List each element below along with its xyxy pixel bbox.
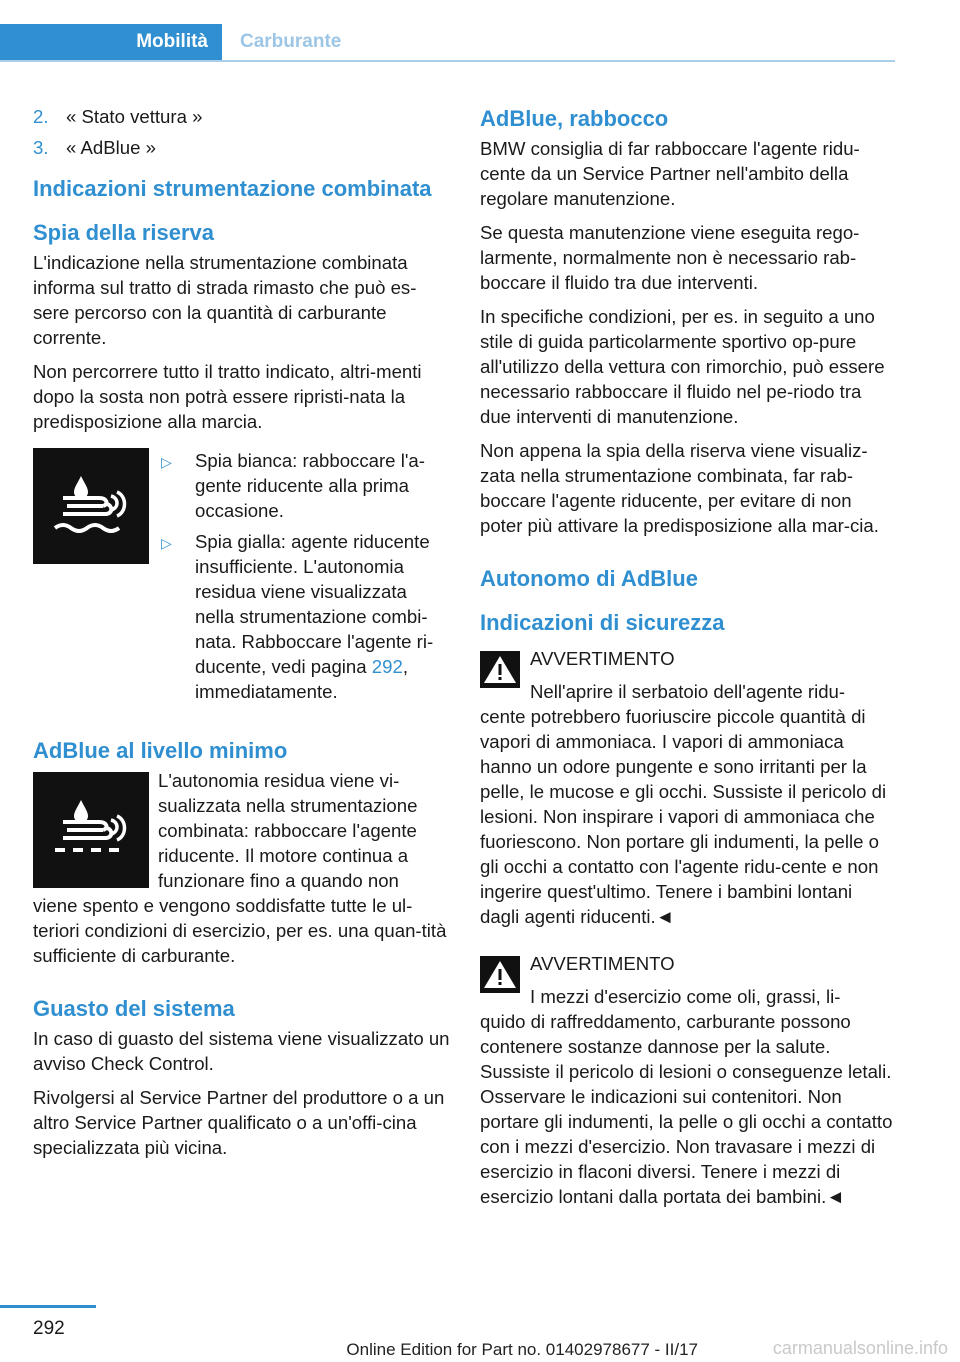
warning-text: I mezzi d'esercizio come oli, grassi, li- [530,986,841,1007]
edition-note: Online Edition for Part no. 01402978677 - II/17 [346,1340,698,1359]
right-column [480,104,895,1218]
heading-sicurezza: Indicazioni di sicurezza [480,610,725,635]
footer-divider [0,1305,96,1308]
warning-block [480,646,895,704]
paragraph: In caso di guasto del sistema viene visualizzato un avviso Check Control. [33,1028,450,1074]
list-item: ▷ Spia gialla: agente riducente insufficiente. L'autonomia residua viene visualizzata nella strumentazione combi-nata. Rabboccare l'agente ri-ducente, vedi pagina 292, immediatamente. [161,531,434,702]
watermark: carmanualsonline.info [772,1338,948,1358]
list-item: ▷ Spia bianca: rabboccare l'a-gente riducente alla prima occasione. [161,450,425,521]
warning-text: cente potrebbero fuoriuscire piccole quantità di vapori di ammoniaca. I vapori di ammoniaca hanno un odore pungente e sono irritanti per la pelle, le mucose e gli occhi. Sussiste il pericolo di lesioni. Non inspirare i vapori di ammoniaca che fuoriescono. Non portare gli indumenti, la pelle o gli occhi a contatto con l'agente ridu-cente e non ingerire quest'ultimo. Tenere i bambini lontani dagli agenti riducenti.◄ [480,706,887,927]
list-item: 2. « Stato vettura » [33,106,203,127]
paragraph: Non percorrere tutto il tratto indicato, altri-menti dopo la sosta non potrà essere ripristi-nata la predisposizione alla marcia. [33,361,422,432]
warning-text: quido di raffreddamento, carburante possono contenere sostanze dannose per la salute. Sussiste il pericolo di lesioni o conseguenze letali. Osservare le indicazioni sui contenitori. Non portare gli indumenti, la pelle o gli occhi a contatto con i mezzi d'esercizio. Non travasare i mezzi di esercizio in flaconi diversi. Tenere i mezzi di esercizio lontani dalla portata dei bambini.◄ [480,1011,893,1207]
paragraph: Se questa manutenzione viene eseguita rego-larmente, normalmente non è necessario rab-boccare il fluido tra due interventi. [480,222,860,293]
heading-guasto: Guasto del sistema [33,996,235,1021]
paragraph: Rivolgersi al Service Partner del produttore o a un altro Service Partner qualificato o a un'offi-cina specializzata più vicina. [33,1087,445,1158]
paragraph: viene spento e vengono soddisfatte tutte le ul-teriori condizioni di esercizio, per es. una quan-tità sufficiente di carburante. [33,895,447,966]
warning-title: AVVERTIMENTO [530,953,675,974]
heading-indicazioni: Indicazioni strumentazione combinata [33,176,432,201]
page-number: 292 [33,1318,65,1339]
page-link[interactable]: 292 [371,656,403,677]
header-divider [0,60,895,62]
paragraph: BMW consiglia di far rabboccare l'agente ridu-cente da un Service Partner nell'ambito della regolare manutenzione. [480,138,860,209]
warning-title: AVVERTIMENTO [530,648,675,669]
indicator-block [33,448,451,710]
left-column [33,104,451,1169]
adblue-warning-icon [33,448,149,564]
warning-triangle-icon [480,651,520,688]
warning-triangle-icon [480,956,520,993]
paragraph: L'indicazione nella strumentazione combinata informa sul tratto di strada rimasto che può es-sere percorso con la quantità di carburante corrente. [33,252,417,348]
warning-text: Nell'aprire il serbatoio dell'agente ridu- [530,681,846,702]
indicator-block [33,768,451,893]
section-label: Mobilità [136,31,208,52]
heading-autonomo: Autonomo di AdBlue [480,566,698,591]
heading-rabbocco: AdBlue, rabbocco [480,106,669,131]
heading-minimo: AdBlue al livello minimo [33,738,288,763]
warning-block [480,951,895,1009]
section-tab [0,24,222,60]
paragraph: Non appena la spia della riserva viene visualiz-zata nella strumentazione combinata, far rab-boccare l'agente riducente, per evitare di non poter più attivare la predisposizione alla mar-cia. [480,440,879,536]
heading-spia: Spia della riserva [33,220,214,245]
bullet-triangle-icon: ▷ [161,454,172,470]
paragraph: In specifiche condizioni, per es. in seguito a uno stile di guida particolarmente sportivo op-pure all'utilizzo della vettura con rimorchio, può essere necessario rabboccare il fluido nel pe-riodo tra due interventi di manutenzione. [480,306,885,427]
page-header [0,24,895,62]
paragraph: L'autonomia residua viene vi-sualizzata nella strumentazione combinata: rabboccare l'agente riducente. Il motore continua a funzionare fino a quando non [158,770,418,891]
adblue-warning-icon [33,772,149,888]
list-item: 3. « AdBlue » [33,137,156,158]
bullet-triangle-icon: ▷ [161,535,172,551]
subsection-label: Carburante [240,31,342,52]
